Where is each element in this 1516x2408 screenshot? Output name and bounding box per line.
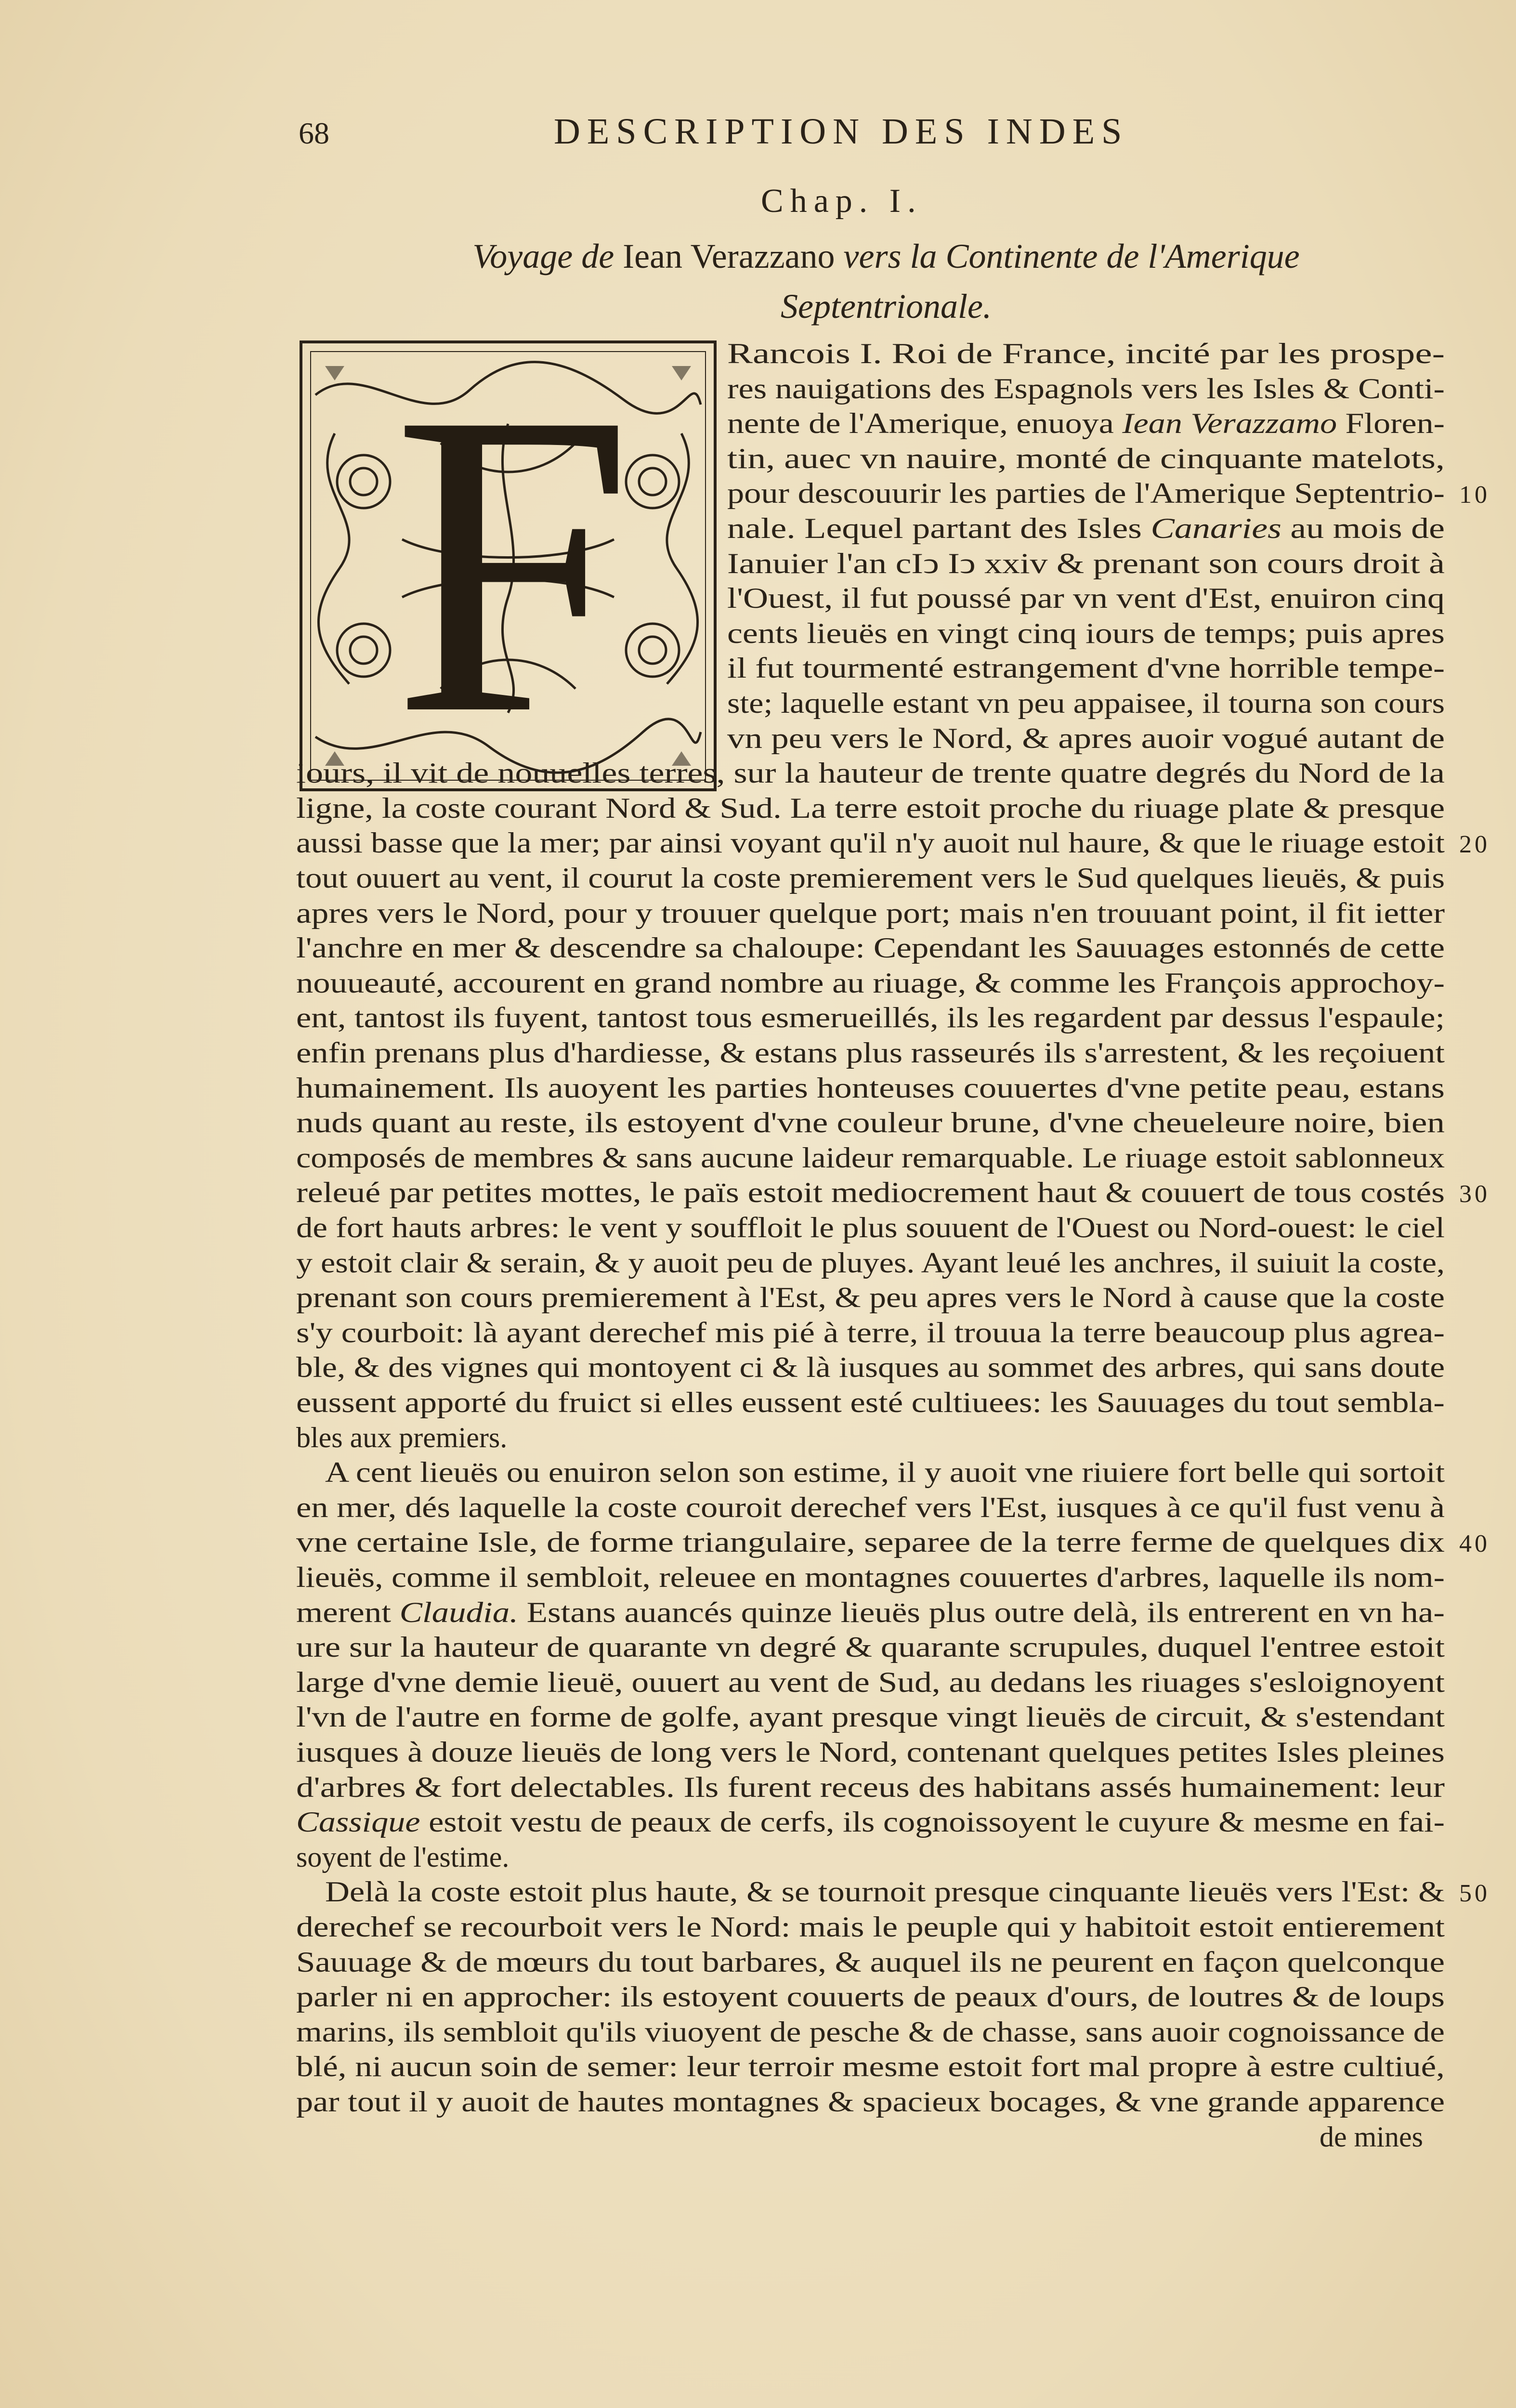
line-text: cents lieuës en vingt cinq iours de temps; puis apres bbox=[727, 617, 1445, 649]
line-text: ste; laquelle estant vn peu appaisee, il tourna son cours bbox=[727, 687, 1445, 719]
line-text: s'y courboit: là ayant derechef mis pié à terre, il trouua la terre beaucoup plus agrea- bbox=[296, 1316, 1445, 1348]
text-line bbox=[727, 582, 1445, 615]
running-title: DESCRIPTION DES INDES bbox=[554, 111, 1129, 152]
page-number: 68 bbox=[299, 116, 329, 150]
text-line bbox=[296, 1072, 1445, 1105]
margin-line-number: 50 bbox=[1459, 1880, 1490, 1908]
line-text: d'arbres & fort delectables. Ils furent receus des habitans assés humainement: leur bbox=[296, 1771, 1445, 1803]
line-text: il fut tourmenté estrangement d'vne horrible tempe- bbox=[727, 652, 1445, 684]
text-line bbox=[296, 1211, 1445, 1244]
text-line bbox=[296, 1946, 1445, 1979]
line-text: nente de l'Amerique, enuoya bbox=[727, 407, 1123, 440]
line-text: ligne, la coste courant Nord & Sud. La terre estoit proche du riuage plate & presque bbox=[296, 792, 1445, 824]
text-line bbox=[296, 2085, 1445, 2119]
text-line bbox=[296, 2015, 1445, 2049]
line-text: iours, il vit de nouuelles terres, sur la hauteur de trente quatre degrés du Nord de la bbox=[296, 757, 1445, 789]
text-line bbox=[296, 897, 1445, 930]
heading-part-2: Iean Verazzano bbox=[623, 237, 835, 275]
line-text: merent bbox=[296, 1596, 400, 1628]
text-line bbox=[296, 826, 1445, 860]
line-text: nale. Lequel partant des Isles bbox=[727, 512, 1151, 544]
text-line bbox=[296, 1421, 507, 1454]
line-italic-text: Cassique bbox=[296, 1806, 420, 1838]
line-text: large d'vne demie lieuë, ouuert au vent de Sud, au dedans les riuages s'esloignoyent bbox=[296, 1666, 1445, 1698]
text-line bbox=[296, 1666, 1445, 1699]
heading-part-3: vers la Continente de l'Amerique bbox=[843, 237, 1300, 275]
line-text: releué par petites mottes, le païs estoit mediocrement haut & couuert de tous costés bbox=[296, 1177, 1445, 1209]
text-line bbox=[296, 1561, 1445, 1594]
text-line bbox=[727, 722, 1445, 755]
line-text: l'anchre en mer & descendre sa chaloupe: Cependant les Sauuages estonnés de cette bbox=[296, 932, 1445, 964]
text-line bbox=[727, 512, 1445, 545]
line-text: Ianuier l'an cIↄ Iↄ xxiv & prenant son cours droit à bbox=[727, 547, 1445, 579]
line-text: en mer, dés laquelle la coste couroit derechef vers l'Est, iusques à ce qu'il fust venu à bbox=[296, 1491, 1445, 1523]
line-text: pour descouurir les parties de l'Amerique Septentrio- bbox=[727, 477, 1445, 510]
text-line bbox=[296, 1980, 1445, 2014]
initial-letter: F bbox=[392, 323, 634, 803]
line-text: aussi basse que la mer; par ainsi voyant qu'il n'y auoit nul haure, & que le riuage estoit bbox=[296, 827, 1445, 859]
line-text: composés de membres & sans aucune laideur remarquable. Le riuage estoit sablonneux bbox=[296, 1141, 1445, 1174]
line-text: res nauigations des Espagnols vers les Isles & Conti- bbox=[727, 372, 1445, 405]
text-line bbox=[296, 1001, 1445, 1034]
text-line bbox=[296, 1176, 1445, 1209]
margin-line-number: 20 bbox=[1459, 831, 1490, 859]
text-line bbox=[296, 757, 1445, 790]
text-line bbox=[296, 792, 1445, 825]
heading-part-4: Septentrionale. bbox=[781, 287, 992, 326]
line-text: prenant son cours premierement à l'Est, & peu apres vers le Nord à cause que la coste bbox=[296, 1282, 1445, 1314]
line-text: tout ouuert au vent, il courut la coste premierement vers le Sud quelques lieuës, & puis bbox=[296, 862, 1445, 894]
line-text: humainement. Ils auoyent les parties honteuses couuertes d'vne petite peau, estans bbox=[296, 1072, 1445, 1104]
line-text: y estoit clair & serain, & y auoit peu de pluyes. Ayant leué les anchres, il suiuit la coste, bbox=[296, 1246, 1445, 1279]
line-text: nuds quant au reste, ils estoyent d'vne couleur brune, d'vne cheueleure noire, bien bbox=[296, 1107, 1445, 1139]
text-line bbox=[296, 931, 1445, 965]
text-line bbox=[296, 1036, 1445, 1070]
line-text: eussent apporté du fruict si elles eussent esté cultiuees: les Sauuages du tout sembla- bbox=[296, 1387, 1445, 1418]
line-text-continued: Floren- bbox=[1337, 407, 1445, 440]
text-line bbox=[296, 1631, 1445, 1664]
text-line bbox=[727, 547, 1445, 580]
text-line bbox=[727, 477, 1445, 510]
text-line bbox=[1320, 2120, 1423, 2154]
line-text: l'vn de l'autre en forme de golfe, ayant presque vingt lieuës de circuit, & s'estendant bbox=[296, 1701, 1445, 1733]
line-text: Delà la coste estoit plus haute, & se tournoit presque cinquante lieuës vers l'Est: & bbox=[325, 1876, 1445, 1908]
margin-line-number: 30 bbox=[1459, 1180, 1490, 1208]
text-line bbox=[727, 407, 1445, 440]
text-line bbox=[296, 1351, 1445, 1384]
text-line bbox=[296, 862, 1445, 895]
line-text: enfin prenans plus d'hardiesse, & estans plus rasseurés ils s'arrestent, & les reçoiuent bbox=[296, 1037, 1445, 1069]
text-line bbox=[296, 1841, 509, 1874]
text-line bbox=[325, 1456, 1445, 1489]
text-line bbox=[296, 1246, 1445, 1280]
text-line bbox=[296, 1386, 1445, 1419]
margin-line-number: 40 bbox=[1459, 1530, 1490, 1558]
text-line bbox=[296, 1911, 1445, 1944]
text-line bbox=[727, 687, 1445, 720]
chapter-heading: Chap. I. bbox=[761, 183, 923, 220]
line-text-continued: au mois de bbox=[1281, 512, 1445, 544]
margin-line-number: 10 bbox=[1459, 481, 1490, 509]
text-line bbox=[296, 1141, 1445, 1175]
line-text: ent, tantost ils fuyent, tantost tous esmerueillés, ils les regardent par dessus l'espaule; bbox=[296, 1002, 1445, 1034]
line-text: de fort hauts arbres: le vent y souffloit le plus souuent de l'Ouest ou Nord-ouest: le ciel bbox=[296, 1212, 1445, 1243]
text-line bbox=[296, 1106, 1445, 1139]
text-line bbox=[727, 442, 1445, 475]
line-text: nouueauté, accourent en grand nombre au riuage, & comme les François approchoy- bbox=[296, 967, 1445, 999]
text-line bbox=[727, 372, 1445, 406]
line-italic-text: Iean Verazzamo bbox=[1122, 407, 1337, 440]
line-text: tin, auec vn nauire, monté de cinquante matelots, bbox=[727, 442, 1445, 474]
heading-part-1: Voyage de bbox=[472, 237, 614, 275]
text-line bbox=[727, 652, 1445, 685]
line-text: derechef se recourboit vers le Nord: mais le peuple qui y habitoit estoit entierement bbox=[296, 1911, 1445, 1943]
line-text: vne certaine Isle, de forme triangulaire, separee de la terre ferme de quelques dix bbox=[296, 1526, 1445, 1558]
text-line bbox=[296, 1316, 1445, 1349]
line-text: A cent lieuës ou enuiron selon son estime, il y auoit vne riuiere fort belle qui sortoit bbox=[325, 1456, 1445, 1489]
line-text: ble, & des vignes qui montoyent ci & là iusques au sommet des arbres, qui sans doute bbox=[296, 1351, 1445, 1384]
line-text-continued: Estans auancés quinze lieuës plus outre delà, ils entrerent en vn ha- bbox=[518, 1596, 1445, 1628]
line-italic-text: Canaries bbox=[1150, 512, 1281, 544]
line-text: ure sur la hauteur de quarante vn degré & quarante scrupules, duquel l'entree estoit bbox=[296, 1631, 1445, 1663]
text-line bbox=[296, 1526, 1445, 1559]
line-text: par tout il y auoit de hautes montagnes & spacieux bocages, & vne grande apparence bbox=[296, 2086, 1445, 2118]
text-line bbox=[296, 1491, 1445, 1524]
text-line bbox=[296, 1596, 1445, 1629]
line-text: iusques à douze lieuës de long vers le Nord, contenant quelques petites Isles pleines bbox=[296, 1736, 1445, 1768]
text-line bbox=[296, 967, 1445, 1000]
line-text: de mines bbox=[1320, 2120, 1423, 2153]
text-line bbox=[296, 1736, 1445, 1769]
text-line bbox=[325, 1875, 1445, 1909]
line-text-continued: estoit vestu de peaux de cerfs, ils cognoissoyent le cuyure & mesme en fai- bbox=[420, 1806, 1445, 1838]
line-text: parler ni en approcher: ils estoyent couuerts de peaux d'ours, de loutres & de loups bbox=[296, 1981, 1445, 2013]
text-line bbox=[727, 617, 1445, 650]
line-text: apres vers le Nord, pour y trouuer quelque port; mais n'en trouuant point, il fit ietter bbox=[296, 897, 1445, 929]
line-italic-text: Claudia. bbox=[399, 1596, 518, 1628]
text-line bbox=[296, 1281, 1445, 1314]
line-text: soyent de l'estime. bbox=[296, 1841, 510, 1873]
text-line bbox=[296, 2050, 1445, 2083]
line-text: vn peu vers le Nord, & apres auoir vogué autant de bbox=[727, 722, 1445, 754]
line-text: bles aux premiers. bbox=[296, 1421, 508, 1453]
line-text: Sauuage & de mœurs du tout barbares, & auquel ils ne peurent en façon quelconque bbox=[296, 1946, 1445, 1978]
line-text: lieuës, comme il sembloit, releuee en montagnes couuertes d'arbres, laquelle ils nom- bbox=[296, 1561, 1445, 1593]
text-line bbox=[296, 1771, 1445, 1804]
text-line bbox=[727, 337, 1445, 370]
text-line bbox=[296, 1701, 1445, 1734]
line-text: marins, ils sembloit qu'ils viuoyent de pesche & de chasse, sans auoir cognoissance de bbox=[296, 2015, 1445, 2048]
line-text: Rancois I. Roi de France, incité par les prospe- bbox=[727, 338, 1445, 369]
line-text: blé, ni aucun soin de semer: leur terroir mesme estoit fort mal propre à estre cultiué, bbox=[296, 2051, 1445, 2083]
text-line bbox=[296, 1806, 1445, 1839]
line-text: l'Ouest, il fut poussé par vn vent d'Est, enuiron cinq bbox=[727, 582, 1445, 615]
